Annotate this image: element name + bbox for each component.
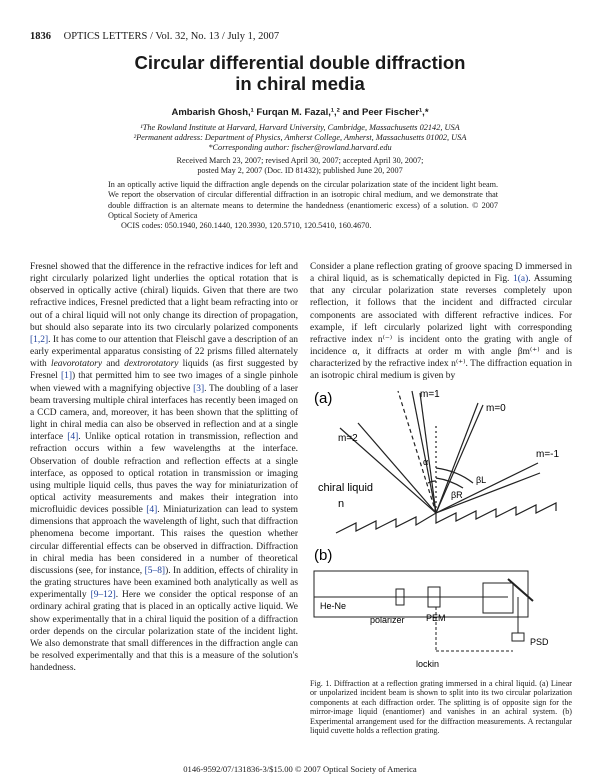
text-run: ) that permitted him to see two images of a single pinhole when viewed with a magnifying objective — [30, 371, 298, 394]
title-line-2: in chiral media — [235, 73, 365, 94]
received-line-2: posted May 2, 2007 (Doc. ID 81432); published June 20, 2007 — [197, 166, 403, 175]
citation-link[interactable]: [3] — [193, 383, 205, 394]
ray-mneg1 — [436, 463, 538, 513]
label-pem: PEM — [426, 613, 446, 623]
citation-link[interactable]: [5–8] — [144, 565, 166, 576]
label-chiral-liquid: chiral liquid — [318, 482, 374, 494]
ray-m1b — [420, 393, 436, 513]
paper-title — [0, 52, 600, 94]
text-run: . Assuming that any circular polarization state reverses completely upon reflection, it follows that the incident and diffracted circular components are associated with different refractive indices. For example, if left circularly polarized light with corresponding refractive index n⁽⁻⁾ is incident onto the grating with angle of incidence α, it diffracts at order m with angle βm⁽⁺⁾ and is characterized by the refractive index n⁽⁺⁾. The diffraction equation in an isotropic chiral medium is given by — [310, 274, 572, 382]
body-column-right — [310, 261, 572, 383]
psd-element — [512, 633, 524, 641]
received-line-1: Received March 23, 2007; revised April 30, 2007; accepted April 30, 2007; — [176, 156, 424, 165]
caption-label: Fig. 1. — [310, 679, 332, 688]
panel-a-label: (a) — [314, 390, 333, 407]
citation-link[interactable]: [1,2] — [30, 334, 49, 345]
affiliations — [0, 123, 600, 153]
label-m1: m=1 — [420, 389, 440, 400]
diffraction-rays — [336, 391, 556, 533]
label-psd: PSD — [530, 637, 549, 647]
label-m0: m=0 — [486, 403, 506, 414]
label-beta-l: βL — [476, 475, 487, 485]
citation-link[interactable]: [4] — [146, 505, 158, 516]
label-laser: He-Ne — [320, 601, 347, 611]
label-lockin: lockin — [416, 659, 440, 669]
citation-link[interactable]: [4] — [67, 432, 79, 443]
text-run: . Miniaturization can lead to system dimensions that approach the wavelength of light, such that diffraction phenomena become important. This raises the question whether circular differential effects can be observed in diffraction. Diffraction in chiral media has been considered in a number of theoretical discussions (see, for instance, — [30, 505, 298, 576]
figure-caption — [310, 679, 572, 735]
label-polarizer: polarizer — [370, 615, 405, 625]
text-run: liquids (as first suggested by Fresnel — [30, 359, 299, 382]
abstract: In an optically active liquid the diffraction angle depends on the circular polarization state of the incident light beam. We report the observation of circular differential diffraction in an isotropic chiral medium, and we demonstrate that double diffraction is an alternate means to determine the handedness (enantiomeric excess) of a solution. © 2007 Optical Society of America — [108, 180, 498, 220]
label-index: n — [338, 498, 345, 510]
title-line-1: Circular differential double diffraction — [134, 52, 466, 73]
label-alpha: α — [423, 457, 429, 467]
text-run: Consider a plane reflection grating of groove spacing D immersed in a chiral liquid, as is schematically depicted in Fig. — [310, 262, 572, 285]
figure-link[interactable]: 1(a) — [513, 274, 529, 285]
affiliation-1: ¹The Rowland Institute at Harvard, Harvard University, Cambridge, Massachusetts 02142, USA — [140, 123, 460, 132]
ray-m2b — [358, 423, 436, 513]
citation-link[interactable]: [9–12] — [90, 590, 116, 601]
affiliation-2: ²Permanent address: Department of Physics, Amherst College, Amherst, Massachusetts 01002, USA — [133, 133, 467, 142]
text-run: Fresnel showed that the difference in the refractive indices for left and right circularly polarized light underlies the optical rotation that is observed in optically active (chiral) liquids. Given that there are two refractive indices, Fresnel predicted that a light beam refracting into or out of a chiral liquid will not only change its direction of propagation, but should also separate into its two circularly polarized components — [30, 262, 298, 333]
footer: 0146-9592/07/131836-3/$15.00 © 2007 Optical Society of America — [183, 764, 417, 774]
corresponding-author: *Corresponding author: fischer@rowland.harvard.edu — [208, 143, 392, 152]
optical-bench — [314, 571, 528, 617]
label-mneg1: m=-1 — [536, 449, 560, 460]
cuvette — [483, 583, 513, 613]
panel-b-label: (b) — [314, 547, 333, 564]
grating-mirror — [508, 579, 533, 601]
running-header — [30, 31, 279, 42]
received-dates — [0, 156, 600, 176]
figure-1 — [308, 383, 578, 673]
body-column-left — [30, 261, 298, 674]
page-number: 1836 — [30, 31, 51, 42]
label-beta-r: βR — [451, 490, 463, 500]
text-run: ). In addition, effects of chirality in the grating structures have been examined both analytically as well as experimentally — [30, 565, 299, 601]
text-run: . The doubling of a laser beam traversing multiple chiral interfaces has recently been imaged on a CCD camera, and, moreover, it has been shown that the splitting of light in chiral media can also be observed in reflection and at a single interface — [30, 383, 299, 443]
text-run: and — [106, 359, 120, 370]
italic-term: dextrorotatory — [124, 359, 179, 370]
citation-link[interactable]: [1] — [60, 371, 72, 382]
author-list: Ambarish Ghosh,¹ Furqan M. Fazal,¹,² and Peer Fischer¹,* — [171, 107, 429, 118]
journal-citation: OPTICS LETTERS / Vol. 32, No. 13 / July 1, 2007 — [63, 31, 280, 42]
italic-term: leavorotatory — [51, 359, 103, 370]
ocis-codes: OCIS codes: 050.1940, 260.1440, 120.3930, 120.5710, 120.5410, 160.4670. — [121, 221, 372, 230]
text-run: . Unlike optical rotation in transmission, reflection and refraction occurs within a few wavelengths at the interface. Observation of double refraction and reflection effects at a single interface, as opposed to optical rotation in transmission or imaging using multiple liquid cells, thus paves the way for miniaturization of optical activity measurements and makes their integration into microfluidic devices possible — [30, 432, 299, 516]
caption-text: Diffraction at a reflection grating immersed in a chiral liquid. (a) Linear or unpolarized incident beam is shown to split into its two circular polarization components at each diffraction order. The splitting is of opposite sign for the mirror-image liquid (enantiomer) and vanishes in an achiral system. (b) Experimental arrangement used for the diffraction measurements. A rectangular liquid cuvette holds a reflection grating. — [310, 679, 572, 736]
text-run: . Here we consider the optical response of an ordinary achiral grating that is placed in an optically active liquid. We show experimentally that in a chiral liquid the position of a diffraction order depends on the circular polarization state of the incident light. We also demonstrate that small differences in the diffraction angle can be resolved experimentally and that this is a measure of the solution's handedness. — [30, 590, 298, 674]
setup-diagram — [314, 571, 533, 651]
incident-ray — [398, 391, 436, 513]
text-run: . It has come to our attention that Fleischl gave a description of an early experimental apparatus consisting of 22 prisms filled alternately with — [30, 334, 298, 370]
label-m2: m=2 — [338, 433, 358, 444]
